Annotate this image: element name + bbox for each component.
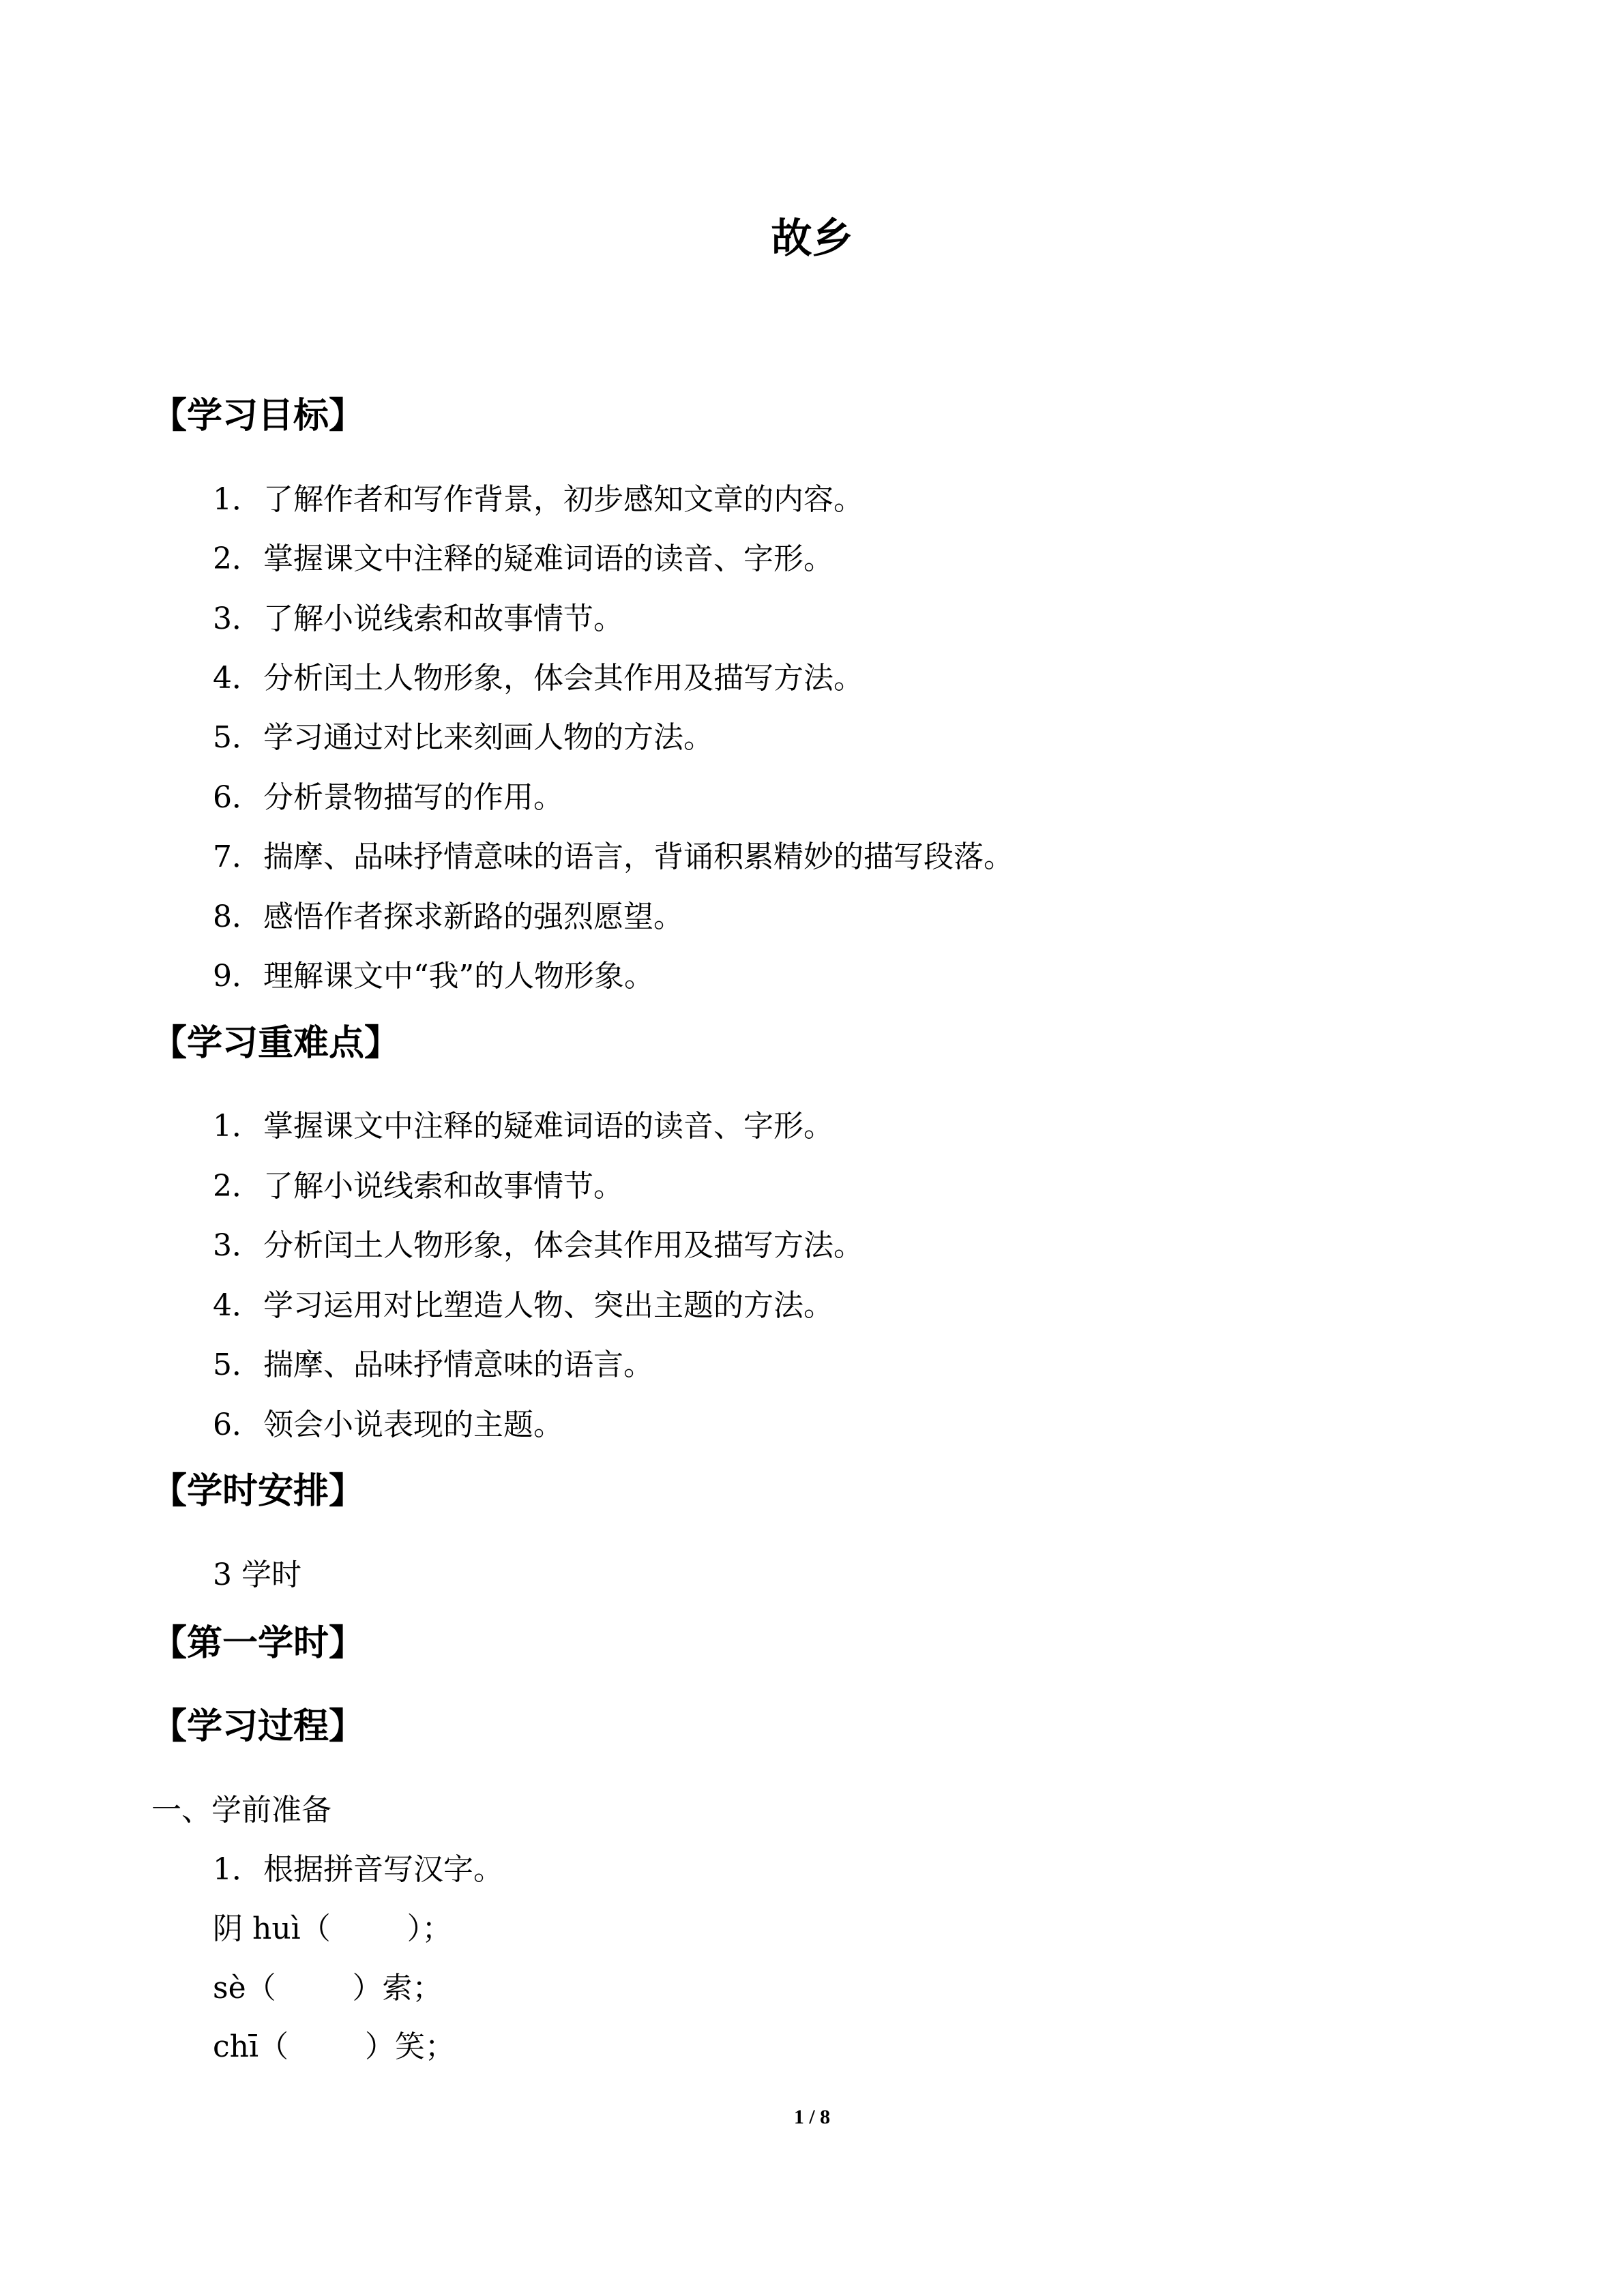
goal-item: 1．了解作者和写作背景，初步感知文章的内容。 — [213, 482, 863, 517]
schedule-text: 3 学时 — [213, 1557, 301, 1592]
goal-item: 8．感悟作者探求新路的强烈愿望。 — [213, 899, 683, 934]
page-number: 1 / 8 — [793, 2106, 831, 2128]
first-period-heading: 【第一学时】 — [151, 1623, 365, 1664]
key-point-item: 4．学习运用对比塑造人物、突出主题的方法。 — [213, 1288, 833, 1323]
goal-item: 7．揣摩、品味抒情意味的语言，背诵积累精妙的描写段落。 — [213, 839, 1014, 874]
part-one-heading: 一、学前准备 — [151, 1793, 331, 1828]
goal-item: 6．分析景物描写的作用。 — [213, 780, 563, 815]
schedule-heading: 【学时安排】 — [151, 1471, 365, 1512]
task-one: 1．根据拼音写汉字。 — [213, 1852, 503, 1887]
fill-blank-line: 阴 huì（ ）； — [213, 1911, 452, 1946]
key-point-item: 2．了解小说线索和故事情节。 — [213, 1169, 623, 1204]
key-point-item: 6．领会小说表现的主题。 — [213, 1407, 563, 1442]
goals-heading: 【学习目标】 — [151, 396, 365, 436]
key-points-heading: 【学习重难点】 — [151, 1023, 400, 1064]
goal-item: 2．掌握课文中注释的疑难词语的读音、字形。 — [213, 541, 833, 576]
process-heading: 【学习过程】 — [151, 1706, 365, 1747]
goal-item: 5．学习通过对比来刻画人物的方法。 — [213, 720, 713, 755]
key-point-item: 5．揣摩、品味抒情意味的语言。 — [213, 1347, 653, 1382]
fill-blank-line: sè（ ）索； — [213, 1971, 443, 2006]
goal-item: 4．分析闰土人物形象，体会其作用及描写方法。 — [213, 661, 863, 696]
key-point-item: 1．掌握课文中注释的疑难词语的读音、字形。 — [213, 1109, 833, 1144]
goal-item: 3．了解小说线索和故事情节。 — [213, 601, 623, 636]
fill-blank-line: chī（ ）笑； — [213, 2029, 455, 2064]
key-point-item: 3．分析闰土人物形象，体会其作用及描写方法。 — [213, 1228, 863, 1263]
goal-item: 9．理解课文中“我”的人物形象。 — [213, 959, 654, 994]
document-title: 故乡 — [771, 215, 853, 263]
